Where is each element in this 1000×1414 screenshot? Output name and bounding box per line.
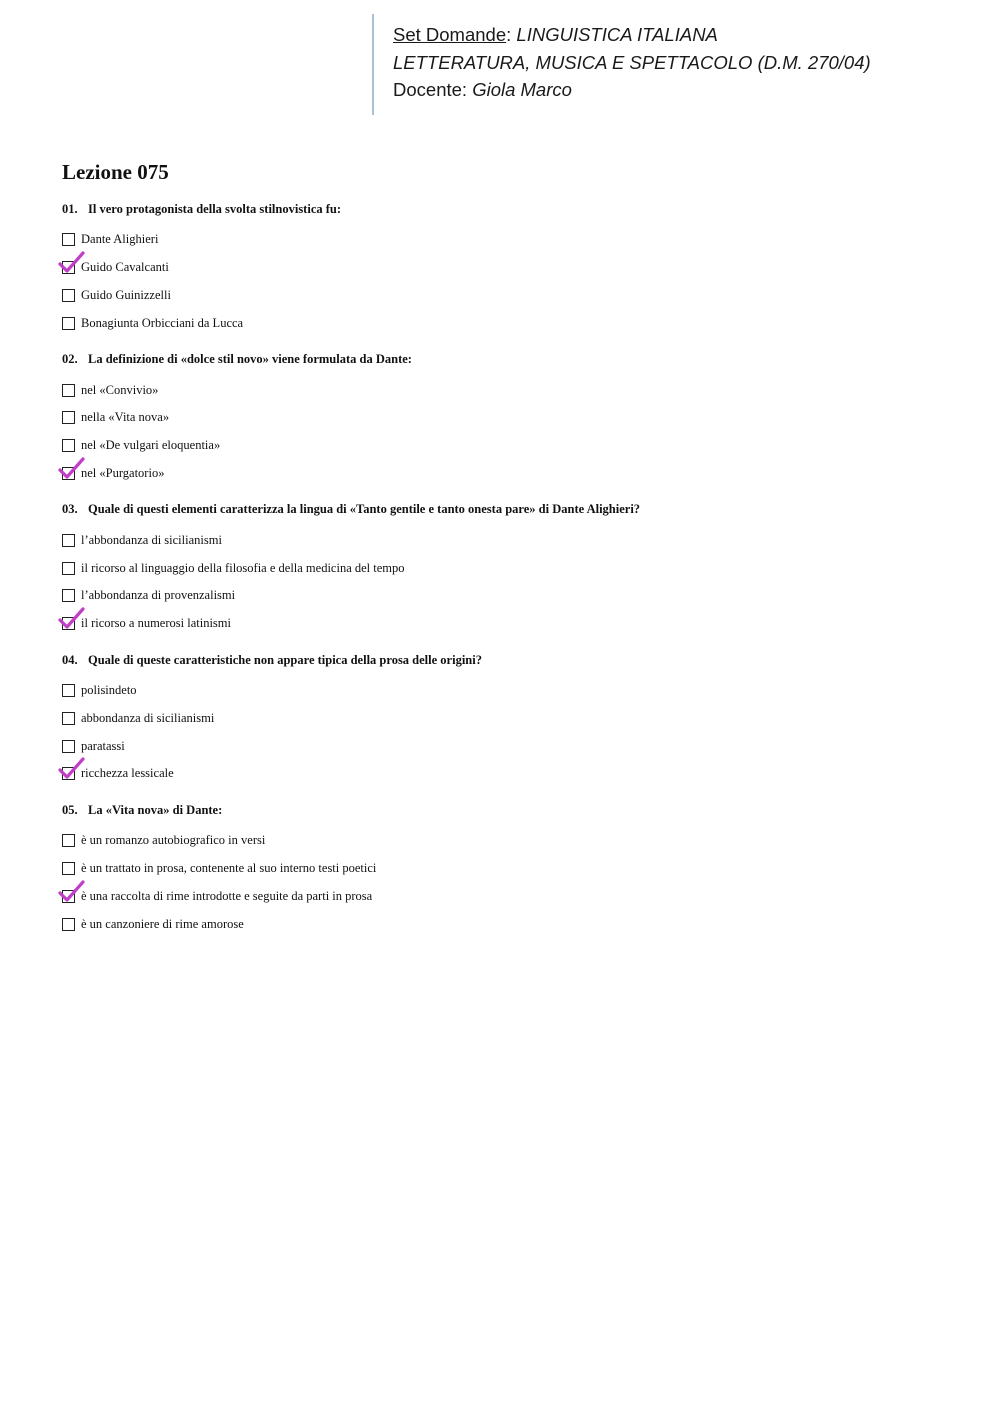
answer-label: l’abbondanza di provenzalismi <box>81 588 236 603</box>
answer-option[interactable] <box>62 760 962 788</box>
answer-option[interactable] <box>62 732 962 760</box>
answer-label: nel «De vulgari eloquentia» <box>81 438 221 453</box>
question-block <box>62 800 962 938</box>
question-number: 01. <box>62 202 78 216</box>
answer-options <box>62 376 962 487</box>
question-number: 05. <box>62 802 78 817</box>
answer-option[interactable] <box>62 376 962 404</box>
answer-label: nel «Convivio» <box>81 382 159 397</box>
quiz-questions <box>62 199 962 950</box>
answer-option[interactable] <box>62 254 962 282</box>
answer-label: polisindeto <box>81 682 137 697</box>
answer-option[interactable] <box>62 432 962 460</box>
answer-label: è una raccolta di rime introdotte e seguite da parti in prosa <box>81 888 373 903</box>
answer-options <box>62 677 962 788</box>
question-number: 04. <box>62 652 78 667</box>
lesson-title: Lezione 075 <box>62 160 169 184</box>
answer-label: l’abbondanza di sicilianismi <box>81 532 222 547</box>
checkmark-icon <box>58 755 86 781</box>
answer-label: Guido Cavalcanti <box>81 260 169 275</box>
header-degree-line <box>393 49 871 77</box>
answer-label: nella «Vita nova» <box>81 410 170 425</box>
answer-checkbox-checked[interactable] <box>62 767 75 780</box>
degree-name: LETTERATURA, MUSICA E SPETTACOLO (D.M. 270/04) <box>393 51 871 73</box>
answer-option[interactable] <box>62 460 962 488</box>
checkmark-icon <box>58 249 86 275</box>
set-label: Set Domande <box>393 24 507 45</box>
answer-label: nel «Purgatorio» <box>81 465 165 480</box>
question-label: Il vero protagonista della svolta stilnovistica fu: <box>88 202 342 216</box>
question-text <box>62 499 962 519</box>
answer-checkbox[interactable] <box>62 562 75 575</box>
question-block <box>62 349 962 487</box>
document-header <box>372 14 871 115</box>
answer-label: paratassi <box>81 738 125 753</box>
answer-option[interactable] <box>62 226 962 254</box>
answer-checkbox[interactable] <box>62 534 75 547</box>
answer-option[interactable] <box>62 610 962 638</box>
answer-checkbox[interactable] <box>62 712 75 725</box>
answer-label: ricchezza lessicale <box>81 766 174 781</box>
answer-checkbox[interactable] <box>62 317 75 330</box>
answer-label: è un romanzo autobiografico in versi <box>81 833 266 848</box>
answer-option[interactable] <box>62 582 962 610</box>
question-number: 02. <box>62 352 78 367</box>
answer-option[interactable] <box>62 282 962 310</box>
teacher-name: Giola Marco <box>472 79 572 100</box>
question-text <box>62 650 962 670</box>
answer-label: abbondanza di sicilianismi <box>81 710 215 725</box>
answer-label: Guido Guinizzelli <box>81 287 171 302</box>
checkmark-icon <box>58 455 86 481</box>
checkmark-icon <box>58 878 86 904</box>
question-number: 03. <box>62 502 78 517</box>
answer-options <box>62 526 962 637</box>
course-name: LINGUISTICA ITALIANA <box>516 24 718 45</box>
question-text <box>62 800 962 820</box>
answer-option[interactable] <box>62 404 962 432</box>
question-text <box>62 349 962 369</box>
answer-checkbox[interactable] <box>62 384 75 397</box>
answer-options <box>62 226 962 337</box>
answer-option[interactable] <box>62 704 962 732</box>
answer-checkbox[interactable] <box>62 289 75 302</box>
question-label: La definizione di «dolce stil novo» viene formulata da Dante: <box>88 352 412 367</box>
answer-label: il ricorso al linguaggio della filosofia e della medicina del tempo <box>81 560 405 575</box>
answer-checkbox[interactable] <box>62 589 75 602</box>
answer-checkbox[interactable] <box>62 740 75 753</box>
question-label: Quale di queste caratteristiche non appare tipica della prosa delle origini? <box>88 652 482 667</box>
answer-label: Dante Alighieri <box>81 232 159 247</box>
answer-option[interactable] <box>62 882 962 910</box>
answer-checkbox-checked[interactable] <box>62 261 75 274</box>
answer-checkbox[interactable] <box>62 862 75 875</box>
answer-label: il ricorso a numerosi latinismi <box>81 616 231 631</box>
answer-checkbox-checked[interactable] <box>62 467 75 480</box>
answer-option[interactable] <box>62 855 962 883</box>
question-label: Quale di questi elementi caratterizza la lingua di «Tanto gentile e tanto onesta pare» di Dante Alighieri? <box>88 502 641 517</box>
answer-checkbox[interactable] <box>62 411 75 424</box>
answer-checkbox-checked[interactable] <box>62 617 75 630</box>
answer-checkbox[interactable] <box>62 918 75 931</box>
answer-option[interactable] <box>62 827 962 855</box>
answer-checkbox[interactable] <box>62 439 75 452</box>
answer-checkbox[interactable] <box>62 684 75 697</box>
answer-option[interactable] <box>62 526 962 554</box>
checkmark-icon <box>58 605 86 631</box>
question-text <box>62 199 962 219</box>
set-colon: : <box>506 24 517 45</box>
answer-option[interactable] <box>62 677 962 705</box>
question-block <box>62 199 962 337</box>
header-teacher-line <box>393 76 871 104</box>
answer-label: Bonagiunta Orbicciani da Lucca <box>81 315 244 330</box>
header-set-line <box>393 21 871 49</box>
answer-options <box>62 827 962 938</box>
answer-checkbox[interactable] <box>62 834 75 847</box>
question-label: La «Vita nova» di Dante: <box>88 802 223 817</box>
answer-option[interactable] <box>62 910 962 938</box>
question-block <box>62 650 962 788</box>
answer-option[interactable] <box>62 309 962 337</box>
answer-option[interactable] <box>62 554 962 582</box>
answer-checkbox[interactable] <box>62 233 75 246</box>
answer-label: è un trattato in prosa, contenente al suo interno testi poetici <box>81 860 377 875</box>
answer-label: è un canzoniere di rime amorose <box>81 916 244 931</box>
question-block <box>62 499 962 637</box>
answer-checkbox-checked[interactable] <box>62 890 75 903</box>
teacher-label: Docente: <box>393 79 473 100</box>
